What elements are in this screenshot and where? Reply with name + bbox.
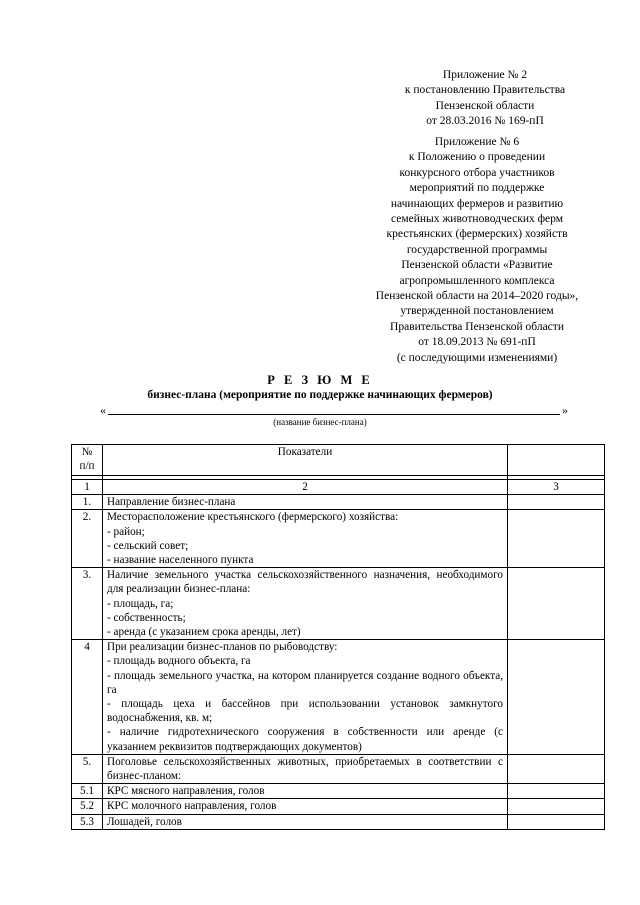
opening-quote: « <box>100 403 106 417</box>
business-plan-name-line <box>108 414 560 415</box>
table-row <box>72 640 605 755</box>
table-row <box>72 495 605 510</box>
header-value-cell <box>508 445 605 476</box>
table-row <box>72 799 605 814</box>
indicator-line: - площадь цеха и бассейнов при использовании установок замкнутого водоснабжения, кв. м; <box>107 698 503 725</box>
table-row <box>72 814 605 829</box>
appendix-6-line: крестьянских (фермерских) хозяйств <box>386 228 568 241</box>
row-indicator <box>103 799 508 814</box>
row-indicator <box>103 510 508 568</box>
row-number: 2. <box>72 510 103 568</box>
header-num-sublabel: п/п <box>79 460 95 473</box>
indicator-line: - аренда (с указанием срока аренды, лет) <box>107 626 301 639</box>
closing-quote: » <box>562 403 568 417</box>
indicator-line: - площадь земельного участка, на котором планируется создание водного объекта, га <box>107 669 503 696</box>
indicator-line: При реализации бизнес-планов по рыбоводству: <box>107 641 338 654</box>
indicator-line: - площадь, га; <box>107 597 174 610</box>
appendix-2-block <box>380 68 590 130</box>
table-header-row <box>72 445 605 476</box>
appendix-6-line: Приложение № 6 <box>434 136 520 148</box>
appendix-6-line: государственной программы <box>406 243 548 256</box>
indicator-line: - площадь водного объекта, га <box>107 655 251 668</box>
table-row <box>72 754 605 783</box>
appendix-6-line: утвержденной постановлением <box>400 305 554 318</box>
appendix-2-line: от 28.03.2016 № 169-пП <box>426 115 544 128</box>
indicator-line: - район; <box>107 525 145 538</box>
row-indicator <box>103 814 508 829</box>
appendix-2-line: Приложение № 2 <box>442 69 528 81</box>
row-value-cell[interactable] <box>508 754 605 783</box>
row-value-cell[interactable] <box>508 510 605 568</box>
column-number: 3 <box>508 480 605 495</box>
table-row <box>72 568 605 640</box>
column-number-row <box>72 480 605 495</box>
row-value-cell[interactable] <box>508 568 605 640</box>
row-number: 5.1 <box>72 784 103 799</box>
appendix-6-line: конкурсного отбора участников <box>399 166 555 179</box>
appendix-6-line: Пензенской области «Развитие <box>401 259 553 272</box>
indicator-line: Направление бизнес-плана <box>107 496 236 509</box>
appendix-2-line: к постановлению Правительства <box>404 84 566 97</box>
row-value-cell[interactable] <box>508 814 605 829</box>
indicator-line: - собственность; <box>107 611 186 624</box>
row-indicator <box>103 754 508 783</box>
row-number: 5.2 <box>72 799 103 814</box>
indicator-line: Поголовье сельскохозяйственных животных, приобретаемых в соответствии с бизнес-планом: <box>107 755 503 783</box>
row-indicator <box>103 784 508 799</box>
summary-table <box>71 444 605 830</box>
row-value-cell[interactable] <box>508 799 605 814</box>
row-indicator <box>103 640 508 755</box>
indicator-line: - название населенного пункта <box>107 554 254 567</box>
row-indicator <box>103 495 508 510</box>
row-number: 5. <box>72 754 103 783</box>
appendix-6-line: начинающих фермеров и развитию <box>390 197 564 210</box>
header-num-cell <box>72 445 103 476</box>
indicator-line: Наличие земельного участка сельскохозяйственного назначения, необходимого для реализации бизнес-плана: <box>107 569 503 596</box>
document-title: Р Е З Ю М Е <box>267 373 373 387</box>
indicator-line: КРС молочного направления, голов <box>107 800 277 813</box>
indicator-line: Лошадей, голов <box>107 815 182 828</box>
row-value-cell[interactable] <box>508 784 605 799</box>
table-row <box>72 784 605 799</box>
appendix-6-line: Правительства Пензенской области <box>390 320 564 333</box>
appendix-6-line: агропромышленного комплекса <box>399 274 555 287</box>
appendix-6-line: Пензенской области на 2014–2020 годы», <box>375 290 579 303</box>
row-value-cell[interactable] <box>508 640 605 755</box>
indicator-line: Месторасположение крестьянского (фермерского) хозяйства: <box>107 511 399 524</box>
row-number: 4 <box>72 640 103 755</box>
row-number: 5.3 <box>72 814 103 829</box>
appendix-6-line: от 18.09.2013 № 691-пП <box>418 336 536 349</box>
indicator-line: - наличие гидротехнического сооружения в собственности или аренде (с указанием реквизитов подтверждающих документов) <box>107 726 503 753</box>
appendix-6-line: к Положению о проведении <box>408 151 546 164</box>
header-num-label: № <box>81 446 93 458</box>
business-plan-name-caption: (название бизнес-плана) <box>273 417 367 427</box>
column-number: 2 <box>103 480 508 495</box>
appendix-6-block <box>352 135 602 366</box>
appendix-2-line: Пензенской области <box>435 99 535 112</box>
appendix-6-line: семейных животноводческих ферм <box>390 213 564 226</box>
row-indicator <box>103 568 508 640</box>
table-row <box>72 510 605 568</box>
indicator-line: КРС мясного направления, голов <box>107 785 265 798</box>
row-number: 3. <box>72 568 103 640</box>
column-number: 1 <box>72 480 103 495</box>
appendix-6-line: мероприятий по поддержке <box>409 182 545 195</box>
row-number: 1. <box>72 495 103 510</box>
header-indicators-cell: Показатели <box>103 445 508 476</box>
indicator-line: - сельский совет; <box>107 539 189 552</box>
appendix-6-line: (с последующими изменениями) <box>396 351 558 364</box>
document-subtitle: бизнес-плана (мероприятие по поддержке начинающих фермеров) <box>147 389 493 401</box>
row-value-cell[interactable] <box>508 495 605 510</box>
